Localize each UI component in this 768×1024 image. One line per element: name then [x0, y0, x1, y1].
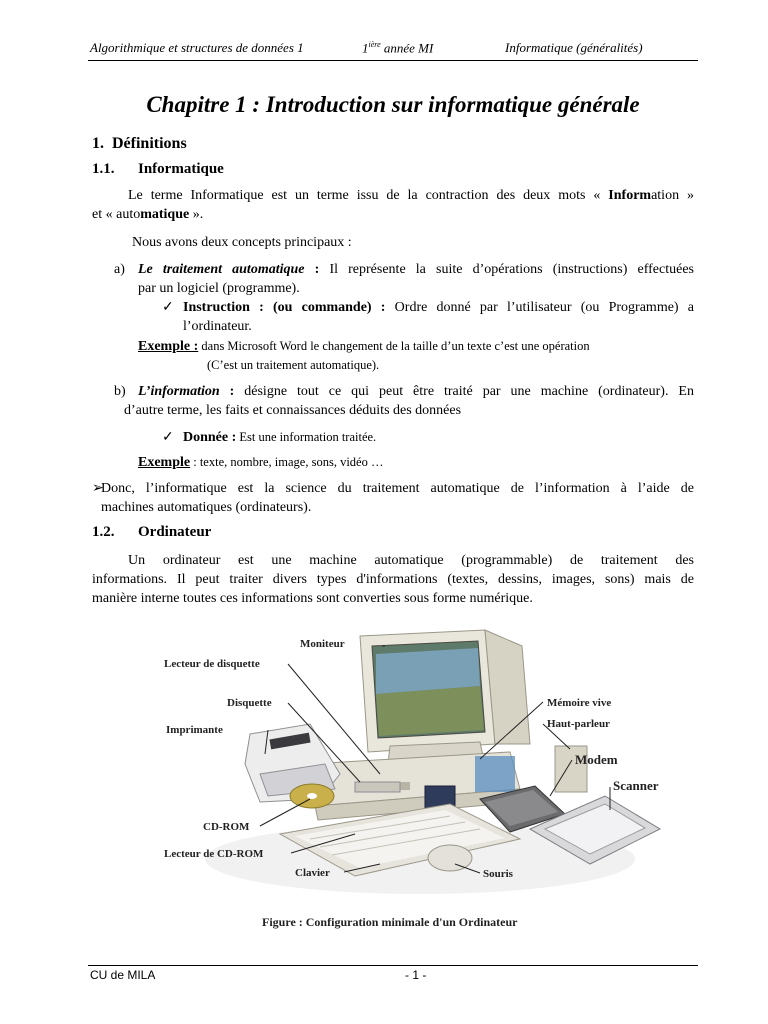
header-course: Algorithmique et structures de données 1 — [90, 40, 304, 55]
section-heading: 1. Définitions — [92, 135, 187, 152]
check-icon: ✓ — [162, 300, 174, 315]
paragraph-ordinateur-l2: informations. Il peut traiter divers types d'informations (textes, dessins, images, sons) mais de — [92, 572, 694, 587]
label-disquette: Disquette — [227, 697, 272, 709]
page-title: Chapitre 1 : Introduction sur informatique générale — [146, 92, 640, 117]
header-topic: Informatique (généralités) — [505, 40, 643, 55]
header-rule — [88, 60, 698, 61]
monitor-illustration — [360, 630, 530, 764]
instruction-definition: Instruction : (ou commande) : Ordre donné par l’utilisateur (ou Programme) a — [183, 300, 694, 315]
subsection-heading-informatique: 1.1. Informatique — [92, 161, 224, 177]
footer-institution: CU de MILA — [90, 968, 156, 982]
list-item-b: L’information : désigne tout ce qui peut être traité par une machine (ordinateur). En — [138, 384, 694, 399]
example-a: Exemple : dans Microsoft Word le changement de la taille d’un texte c’est une opération — [138, 339, 590, 354]
label-memoire-vive: Mémoire vive — [547, 697, 612, 709]
check-icon: ✓ — [162, 430, 174, 445]
list-marker-b: b) — [114, 384, 126, 399]
list-item-b-cont: d’autre terme, les faits et connaissances déduits des données — [124, 403, 462, 418]
example-a-cont: (C’est un traitement automatique). — [207, 358, 380, 372]
computer-configuration-figure — [150, 624, 680, 936]
paragraph-ordinateur: Un ordinateur est une machine automatique (programmable) de traitement des — [128, 553, 694, 568]
arrow-bullet-icon: ➢ — [92, 481, 104, 496]
conclusion-text-cont: machines automatiques (ordinateurs). — [101, 500, 312, 515]
paragraph-definition-cont: et « automatique ». — [92, 207, 204, 222]
label-lecteur-cd-rom: Lecteur de CD-ROM — [164, 848, 264, 860]
label-haut-parleur: Haut-parleur — [547, 718, 610, 730]
header-year: $1^{ière}$ année MI — [362, 40, 434, 56]
paragraph-definition: Le terme Informatique est un terme issu de la contraction des deux mots « Information » — [128, 188, 694, 203]
footer-rule — [88, 965, 698, 966]
label-souris: Souris — [483, 868, 513, 880]
page-number: - 1 - — [405, 968, 427, 982]
label-imprimante: Imprimante — [166, 724, 223, 736]
instruction-definition-cont: l’ordinateur. — [183, 319, 252, 334]
donnee-definition: Donnée : Est une information traitée. — [183, 430, 377, 445]
list-item-a-cont: par un logiciel (programme). — [138, 281, 300, 296]
example-b: Exemple : texte, nombre, image, sons, vidéo … — [138, 455, 384, 470]
subsection-heading-ordinateur: 1.2. Ordinateur — [92, 524, 212, 540]
conclusion-text: Donc, l’informatique est la science du traitement automatique de l’information à l’aide de — [101, 481, 694, 496]
list-item-a: Le traitement automatique : Il représente la suite d’opérations (instructions) effectuées — [138, 262, 694, 277]
cd-illustration — [290, 784, 334, 808]
mouse-illustration — [428, 845, 472, 871]
label-modem: Modem — [575, 752, 618, 767]
list-marker-a: a) — [114, 262, 125, 277]
figure-caption: Figure : Configuration minimale d'un Ordinateur — [262, 915, 518, 929]
label-lecteur-disquette: Lecteur de disquette — [164, 658, 260, 670]
label-scanner: Scanner — [613, 778, 659, 793]
label-cd-rom: CD-ROM — [203, 821, 250, 833]
paragraph-ordinateur-l3: manière interne toutes ces informations sont converties sous forme numérique. — [92, 591, 533, 606]
label-moniteur: Moniteur — [300, 638, 345, 650]
paragraph-concepts: Nous avons deux concepts principaux : — [132, 235, 352, 250]
label-clavier: Clavier — [295, 867, 330, 879]
